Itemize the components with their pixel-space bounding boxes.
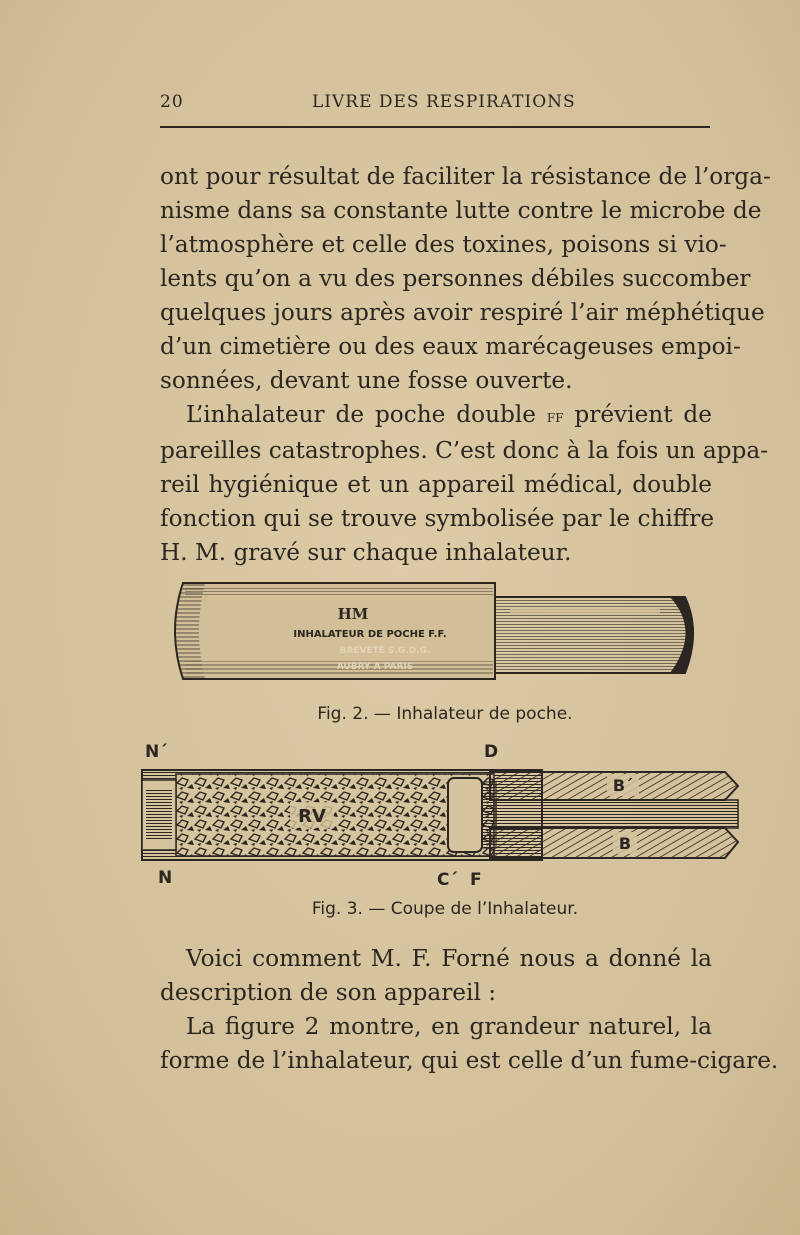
text-line: Voici comment M. F. Forné nous a donné la <box>186 945 712 972</box>
text-line: pareilles catastrophes. C’est donc à la fois un appa- <box>160 437 769 464</box>
engraving-text-1: INHALATEUR DE POCHE F.F. <box>293 629 447 640</box>
figure-2-inhaler-illustration <box>165 575 705 687</box>
figure-3-caption: Fig. 3. — Coupe de l’Inhalateur. <box>311 899 579 919</box>
paragraph-1 <box>160 160 771 398</box>
text-line: lents qu’on a vu des personnes débiles succomber <box>160 265 751 292</box>
text-line: quelques jours après avoir respiré l’air méphétique <box>160 299 765 326</box>
text-line: sonnées, devant une fosse ouverte. <box>160 367 573 394</box>
text-line: ont pour résultat de faciliter la résistance de l’orga- <box>160 163 771 190</box>
label-rv: RV <box>298 806 326 827</box>
text-line: fonction qui se trouve symbolisée par le chiffre <box>160 505 715 532</box>
label-b: B <box>618 834 632 853</box>
label-b-prime: B´ <box>612 776 634 795</box>
paragraph-4 <box>160 1010 779 1078</box>
engraving-monogram: HM <box>337 605 369 623</box>
label-f: F <box>470 870 482 890</box>
running-title: LIVRE DES RESPIRATIONS <box>312 92 576 112</box>
label-n: N <box>158 868 173 888</box>
small-caps-ff: ff <box>546 407 564 427</box>
text-line: H. M. gravé sur chaque inhalateur. <box>160 539 572 566</box>
text-line: forme de l’inhalateur, qui est celle d’un fume-cigare. <box>160 1047 779 1074</box>
text-line: reil hygiénique et un appareil médical, double <box>160 471 712 498</box>
paragraph-3 <box>160 942 712 1010</box>
label-n-prime: N´ <box>145 742 168 762</box>
text-run: L’inhalateur de poche double <box>186 401 547 428</box>
engraving-text-3: AUBRY A PARIS <box>336 662 414 672</box>
running-header <box>160 92 710 122</box>
text-line: d’un cimetière ou des eaux marécageuses empoi- <box>160 333 741 360</box>
text-line: l’atmosphère et celle des toxines, poisons si vio- <box>160 231 727 258</box>
header-rule <box>160 126 710 128</box>
text-line: nisme dans sa constante lutte contre le microbe de <box>160 197 762 224</box>
text-line: description de son appareil : <box>160 979 497 1006</box>
figure-3-section-illustration <box>140 762 740 868</box>
text-run: prévient de <box>563 401 712 428</box>
page-number: 20 <box>160 92 184 112</box>
figure-2-caption: Fig. 2. — Inhalateur de poche. <box>317 704 573 724</box>
text-line <box>160 398 712 434</box>
label-d: D <box>484 742 499 762</box>
paragraph-2 <box>160 398 769 570</box>
text-line: La figure 2 montre, en grandeur naturel, la <box>186 1013 712 1040</box>
label-c-prime: C´ <box>437 870 458 890</box>
engraving-text-2: BREVETÉ S.G.D.G. <box>339 646 431 656</box>
